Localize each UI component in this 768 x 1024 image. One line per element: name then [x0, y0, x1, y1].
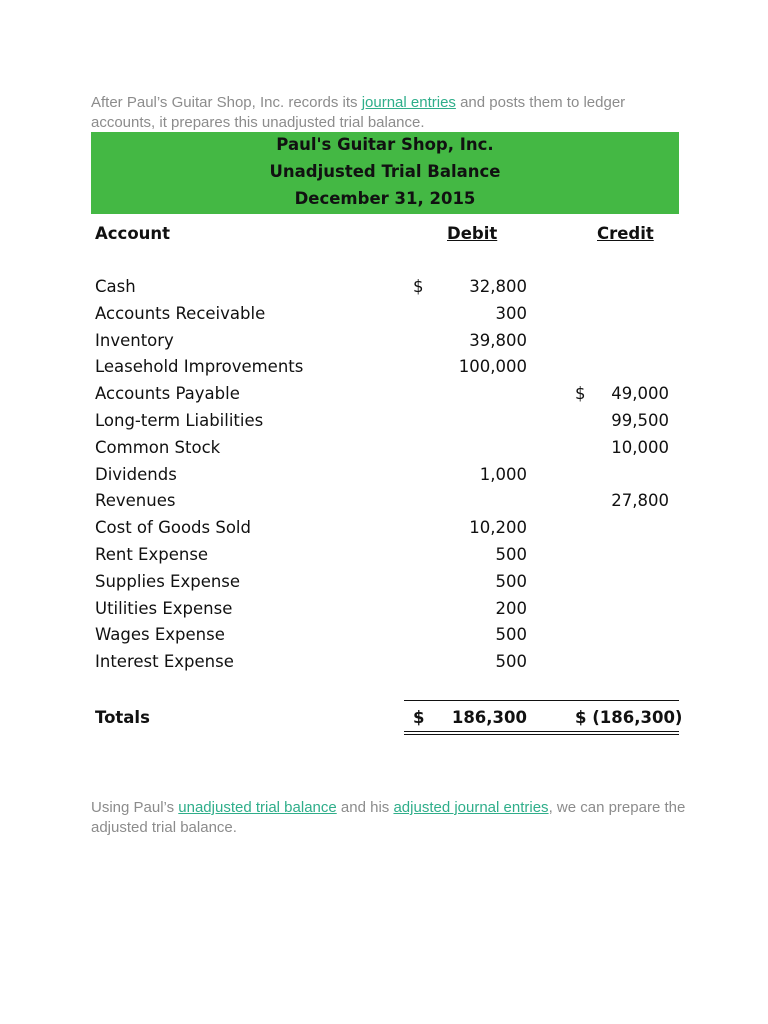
credit-amount: 27,800 [611, 491, 669, 510]
adjusted-journal-entries-link[interactable]: adjusted journal entries [393, 799, 549, 816]
debit-amount: 500 [495, 652, 527, 671]
totals-double-rule-1 [404, 731, 679, 732]
outro-text-3: , we can prepare the adjusted trial balance. [91, 799, 686, 836]
debit-amount: 200 [495, 599, 527, 618]
account-name: Leasehold Improvements [95, 357, 304, 376]
totals-double-rule-2 [404, 734, 679, 735]
totals-top-rule [404, 700, 679, 701]
credit-column-header: Credit [597, 224, 654, 243]
report-title: Unadjusted Trial Balance [269, 162, 501, 181]
totals-label: Totals [95, 708, 150, 727]
credit-amount: 10,000 [611, 438, 669, 457]
account-name: Accounts Payable [95, 384, 240, 403]
debit-dollar-sign: $ [413, 277, 424, 296]
account-name: Common Stock [95, 438, 221, 457]
account-name: Dividends [95, 465, 177, 484]
intro-text-after: and posts them to ledger accounts, it prepares this unadjusted trial balance. [91, 94, 626, 131]
account-name: Inventory [95, 331, 174, 350]
account-name: Rent Expense [95, 545, 209, 564]
journal-entries-link[interactable]: journal entries [361, 94, 456, 111]
account-name: Wages Expense [95, 625, 225, 644]
intro-text-before: After Paul’s Guitar Shop, Inc. records its [91, 94, 362, 111]
credit-amount: 49,000 [611, 384, 669, 403]
account-name: Revenues [95, 491, 176, 510]
account-name: Cash [95, 277, 136, 296]
debit-amount: 10,200 [469, 518, 527, 537]
intro-paragraph [91, 93, 691, 133]
debit-amount: 1,000 [479, 465, 527, 484]
account-name: Cost of Goods Sold [95, 518, 251, 537]
account-name: Long-term Liabilities [95, 411, 264, 430]
totals-debit: 186,300 [451, 708, 527, 727]
account-name: Accounts Receivable [95, 304, 266, 323]
debit-amount: 500 [495, 625, 527, 644]
account-name: Supplies Expense [95, 572, 241, 591]
credit-dollar-sign: $ [575, 384, 586, 403]
debit-amount: 100,000 [458, 357, 527, 376]
account-column-header: Account [95, 224, 171, 243]
outro-paragraph [91, 798, 691, 838]
account-name: Utilities Expense [95, 599, 233, 618]
unadjusted-trial-balance-link[interactable]: unadjusted trial balance [178, 799, 337, 816]
debit-amount: 39,800 [469, 331, 527, 350]
report-date: December 31, 2015 [294, 189, 476, 208]
company-name: Paul's Guitar Shop, Inc. [276, 135, 494, 154]
trial-balance-header [91, 132, 679, 214]
totals-debit-symbol: $ [413, 708, 425, 727]
credit-amount: 99,500 [611, 411, 669, 430]
account-name: Interest Expense [95, 652, 234, 671]
outro-text-1: Using Paul’s [91, 799, 179, 816]
totals-credit: $ (186,300) [575, 708, 683, 727]
debit-column-header: Debit [447, 224, 498, 243]
debit-amount: 300 [495, 304, 527, 323]
debit-amount: 500 [495, 572, 527, 591]
debit-amount: 32,800 [469, 277, 527, 296]
debit-amount: 500 [495, 545, 527, 564]
outro-text-2: and his [336, 799, 394, 816]
